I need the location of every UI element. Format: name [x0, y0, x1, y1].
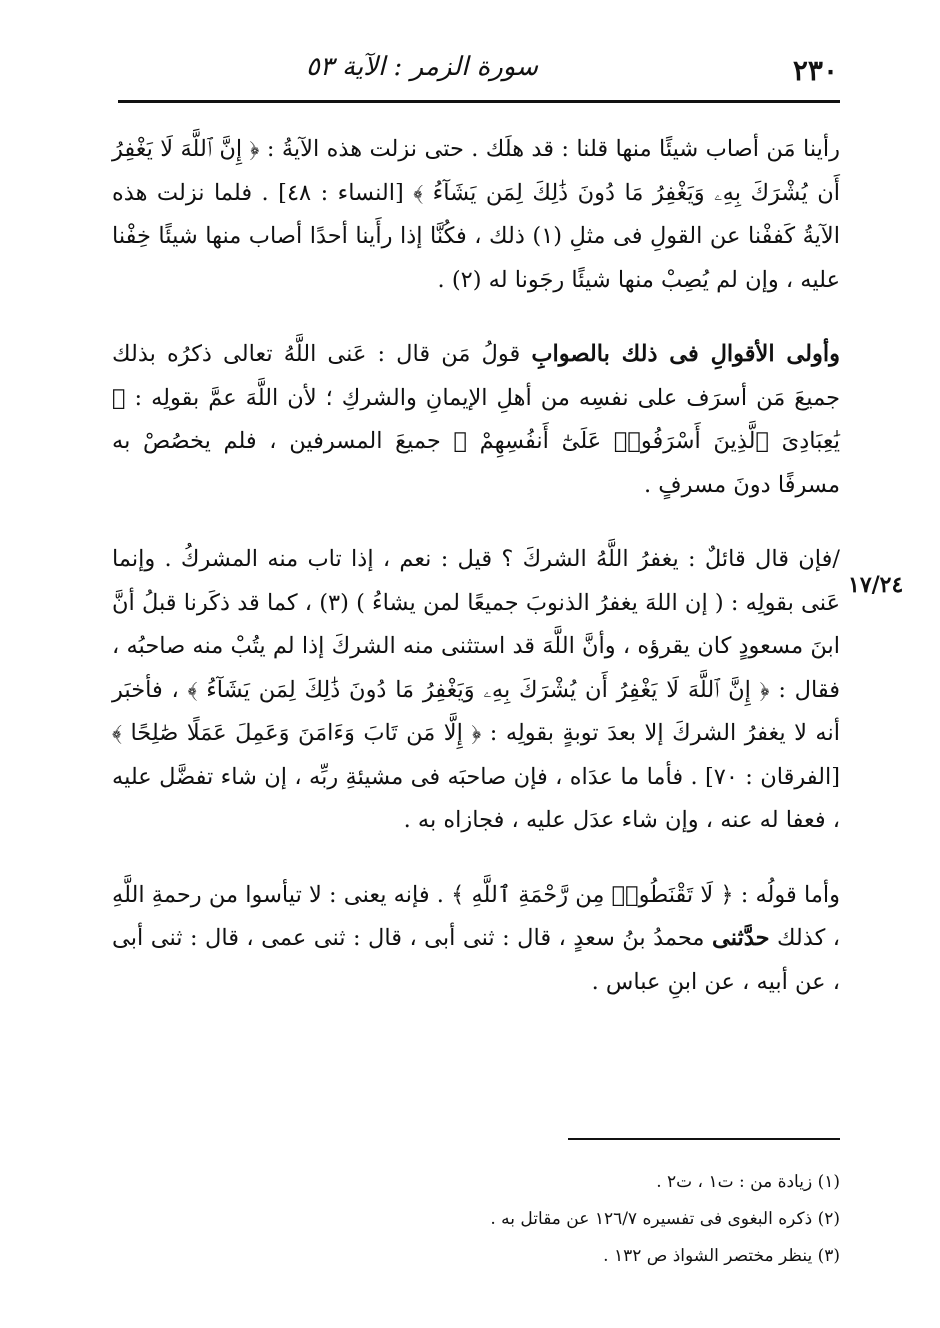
running-title: سورة الزمر : الآية ٥٣ [305, 52, 538, 82]
footnote-3: (٣) ينظر مختصر الشواذ ص ١٣٢ . [603, 1246, 840, 1266]
footnote-1: (١) زيادة من : ت١ ، ت٢ . [656, 1172, 840, 1192]
paragraph-4-hadith-term: حدَّثنى [711, 925, 770, 951]
paragraph-2-text: قولُ مَن قال : عَنى اللَّهُ تعالى ذكرُه بذلك جميعَ مَن أسرَف على نفسِه من أهلِ الإيمانِ والشركِ ؛ لأن اللَّهَ عمَّ بقولِه : ﴿ يَٰعِبَادِىَ ٱلَّذِينَ أَسْرَفُوا۟ عَلَىٰٓ أَنفُسِهِمْ ﴾ جميعَ المسرفين ، فلم يخصُصْ به مسرفًا دونَ مسرفٍ . [112, 341, 840, 498]
paragraph-4-text-a: وأما قولُه : ﴿ لَا تَقْنَطُوا۟ مِن رَّحْمَةِ ٱللَّهِ ﴾ . فإنه يعنى : لا تيأسوا من رحمةِ اللَّهِ ، كذلك [112, 881, 840, 951]
paragraph-1: رأينا مَن أصاب شيئًا منها قلنا : قد هلَك . حتى نزلت هذه الآيةُ : ﴿ إِنَّ ٱللَّهَ لَا يَغْفِرُ أَن يُشْرَكَ بِهِۦ وَيَغْفِرُ مَا دُونَ ذَٰلِكَ لِمَن يَشَآءُ ﴾ [النساء : ٤٨] . فلما نزلت هذه الآيةُ كَففْنا عن القولِ فى مثلِ (١) ذلك ، فكُنَّا إذا رأَينا أحدًا أصاب منها شيئًا خِفْنا عليه ، وإن لم يُصِبْ منها شيئًا رجَونا له (٢) . [112, 136, 841, 293]
page-header [118, 46, 838, 96]
footnote-2: (٢) ذكره البغوى فى تفسيره ١٢٦/٧ عن مقاتل به . [490, 1209, 840, 1229]
header-rule [118, 100, 840, 103]
footnotes [100, 1164, 840, 1275]
page-number: ٢٣٠ [792, 54, 838, 87]
footnote-rule [568, 1138, 840, 1140]
paragraph-3: /فإن قال قائلٌ : يغفرُ اللَّهُ الشركَ ؟ قيل : نعم ، إذا تاب منه المشركُ . وإنما عَنى بقولِه : ( إن اللهَ يغفرُ الذنوبَ جميعًا لمن يشاءُ ) (٣) ، كما قد ذكَرنا قبلُ أنَّ ابنَ مسعودٍ كان يقرؤه ، وأنَّ اللَّهَ قد استثنى منه الشركَ إذا لم يتُبْ منه صاحبُه ، فقال : ﴿ إِنَّ ٱللَّهَ لَا يَغْفِرُ أَن يُشْرَكَ بِهِۦ وَيَغْفِرُ مَا دُونَ ذَٰلِكَ لِمَن يَشَآءُ ﴾ ، فأخبَر أنه لا يغفرُ الشركَ إلا بعدَ توبةٍ بقولِه : ﴿ إِلَّا مَن تَابَ وَءَامَنَ وَعَمِلَ عَمَلًا صَٰلِحًا ﴾ [الفرقان : ٧٠] . فأما ما عدَاه ، فإن صاحبَه فى مشيئةِ ربِّه ، إن شاء تفضَّل عليه ، فعفا له عنه ، وإن شاء عدَل عليه ، فجازاه به . [112, 546, 841, 833]
paragraph-4 [112, 874, 840, 1005]
paragraph-4-text-c: محمدُ بنُ سعدٍ ، قال : ثنى أبى ، قال : ثنى عمى ، قال : ثنى أبى ، عن أبيه ، عن ابنِ عباس . [112, 925, 840, 995]
paragraph-2 [112, 333, 840, 507]
paragraph-2-lead: وأولى الأقوالِ فى ذلك بالصوابِ [531, 341, 841, 367]
marginal-manuscript-ref: ١٧/٢٤ [848, 572, 904, 598]
main-text [112, 128, 840, 1004]
